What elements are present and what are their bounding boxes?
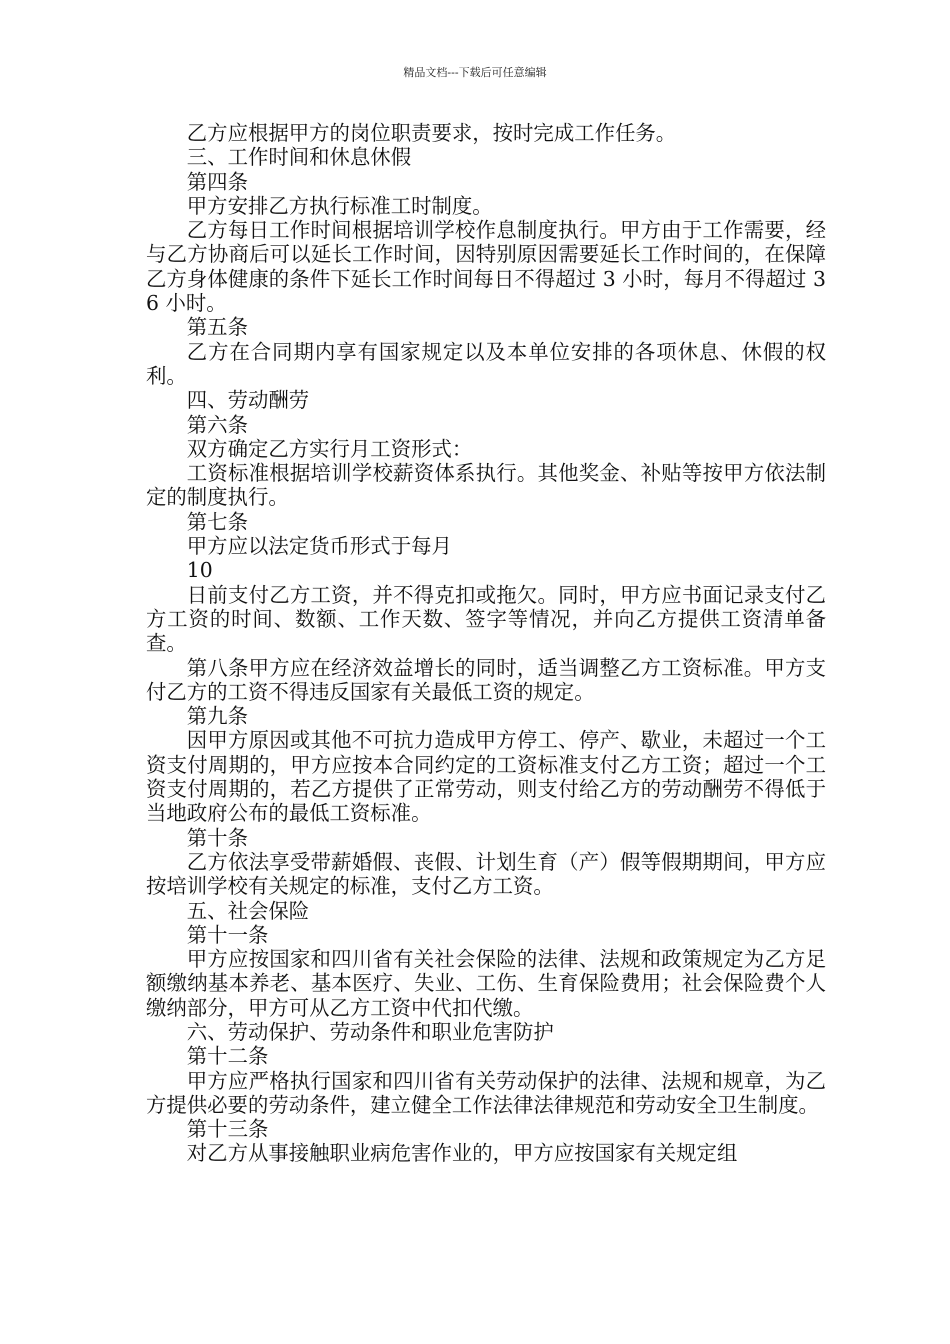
paragraph: 日前支付乙方工资，并不得克扣或拖欠。同时，甲方应书面记录支付乙方工资的时间、数额、工作天数、签字等情况，并向乙方提供工资清单备查。 (146, 582, 826, 656)
section-heading: 四、劳动酬劳 (186, 388, 310, 413)
article-heading: 第十三条 (186, 1117, 269, 1142)
section-heading: 五、社会保险 (186, 898, 310, 923)
paragraph: 第八条甲方应在经济效益增长的同时，适当调整乙方工资标准。甲方支付乙方的工资不得违反国家有关最低工资的规定。 (146, 655, 826, 704)
section-heading: 六、劳动保护、劳动条件和职业危害防护 (186, 1019, 554, 1044)
article-heading: 第六条 (186, 412, 248, 437)
article-heading: 第五条 (186, 315, 248, 340)
article-heading: 第九条 (186, 704, 248, 729)
paragraph: 双方确定乙方实行月工资形式： (186, 436, 473, 461)
article-heading: 第十条 (186, 825, 248, 850)
paragraph: 甲方应以法定货币形式于每月 (186, 534, 452, 559)
paragraph: 甲方安排乙方执行标准工时制度。 (186, 193, 493, 218)
paragraph: 甲方应严格执行国家和四川省有关劳动保护的法律、法规和规章，为乙方提供必要的劳动条件，建立健全工作法律法律规范和劳动安全卫生制度。 (146, 1068, 826, 1117)
paragraph: 10 (186, 558, 213, 583)
article-heading: 第七条 (186, 509, 248, 534)
page-header: 精品文档---下载后可任意编辑 (403, 66, 547, 79)
paragraph: 因甲方原因或其他不可抗力造成甲方停工、停产、歇业，未超过一个工资支付周期的，甲方应按本合同约定的工资标准支付乙方工资；超过一个工资支付周期的，若乙方提供了正常劳动，则支付给乙方的劳动酬劳不得低于当地政府公布的最低工资标准。 (146, 728, 826, 826)
section-heading: 三、工作时间和休息休假 (186, 145, 412, 170)
paragraph: 甲方应按国家和四川省有关社会保险的法律、法规和政策规定为乙方足额缴纳基本养老、基本医疗、失业、工伤、生育保险费用；社会保险费个人缴纳部分，甲方可从乙方工资中代扣代缴。 (146, 947, 826, 1020)
article-heading: 第十二条 (186, 1044, 269, 1069)
paragraph: 乙方在合同期内享有国家规定以及本单位安排的各项休息、休假的权利。 (146, 339, 826, 388)
document-body (146, 121, 826, 1166)
article-heading: 第四条 (186, 169, 248, 194)
paragraph: 工资标准根据培训学校薪资体系执行。其他奖金、补贴等按甲方依法制定的制度执行。 (146, 461, 826, 510)
paragraph: 乙方每日工作时间根据培训学校作息制度执行。甲方由于工作需要，经与乙方协商后可以延长工作时间，因特别原因需要延长工作时间的，在保障乙方身体健康的条件下延长工作时间每日不得超过 3 小时，每月不得超过 36 小时。 (146, 218, 826, 316)
paragraph: 乙方应根据甲方的岗位职责要求，按时完成工作任务。 (186, 121, 677, 145)
paragraph: 对乙方从事接触职业病危害作业的，甲方应按国家有关规定组 (186, 1141, 738, 1166)
article-heading: 第十一条 (186, 922, 269, 947)
paragraph: 乙方依法享受带薪婚假、丧假、计划生育（产）假等假期期间，甲方应按培训学校有关规定的标准，支付乙方工资。 (146, 849, 826, 899)
